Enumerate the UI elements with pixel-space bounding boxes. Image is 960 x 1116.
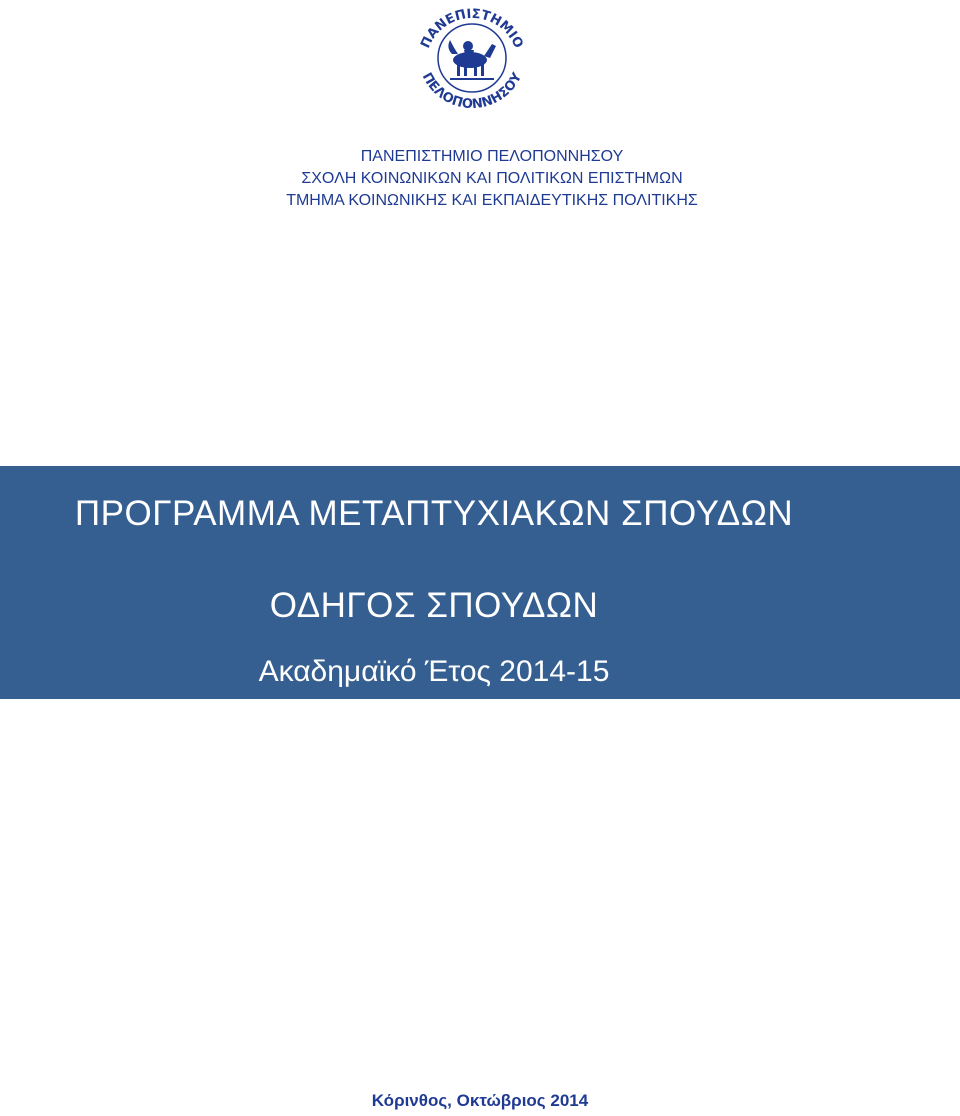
department-name: ΤΜΗΜΑ ΚΟΙΝΩΝΙΚΗΣ ΚΑΙ ΕΚΠΑΙΔΕΥΤΙΚΗΣ ΠΟΛΙΤΙΚΗΣ [286,192,698,209]
school-name: ΣΧΟΛΗ ΚΟΙΝΩΝΙΚΩΝ ΚΑΙ ΠΟΛΙΤΙΚΩΝ ΕΠΙΣΤΗΜΩΝ [301,170,683,187]
guide-title: ΟΔΗΓΟΣ ΣΠΟΥΔΩΝ [269,586,599,625]
institution-heading [0,146,960,212]
academic-year: Ακαδημαϊκό Έτος 2014-15 [258,655,610,688]
seal-ring-text-top: ΠΑΝΕΠΙΣΤΗΜΙΟ [418,6,526,51]
university-name: ΠΑΝΕΠΙΣΤΗΜΙΟ ΠΕΛΟΠΟΝΝΗΣΟΥ [360,148,624,165]
program-title: ΠΡΟΓΡΑΜΜΑ ΜΕΤΑΠΤΥΧΙΑΚΩΝ ΣΠΟΥΔΩΝ [74,494,794,533]
place-date: Κόρινθος, Οκτώβριος 2014 [371,1091,589,1110]
seal-emblem-icon [448,40,496,80]
seal-ring-text-bottom: ΠΕΛΟΠΟΝΝΗΣΟΥ [418,70,526,112]
svg-text:ΠΕΛΟΠΟΝΝΗΣΟΥ [419,70,526,112]
university-seal-logo [412,2,532,112]
